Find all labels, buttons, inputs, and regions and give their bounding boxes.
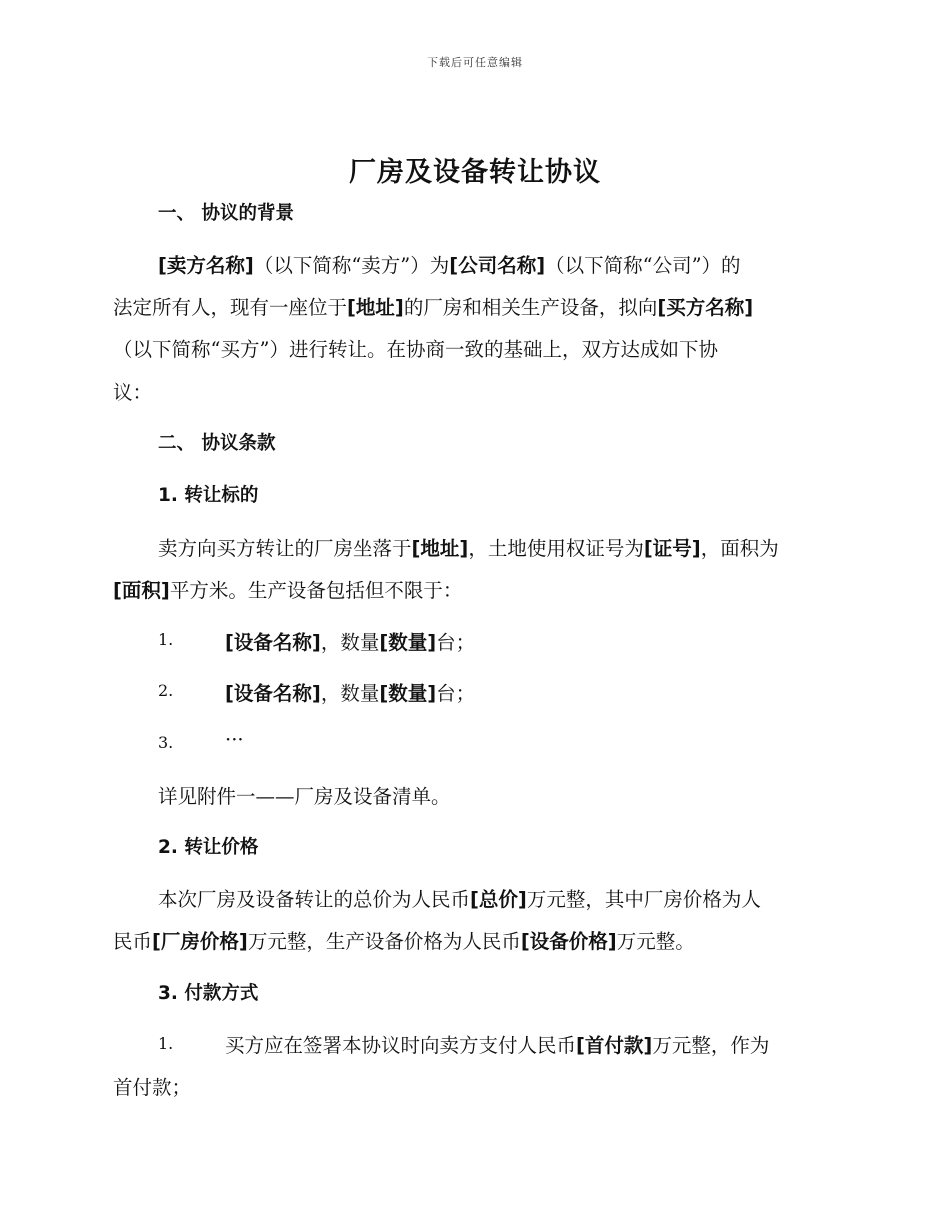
text: 万元整，生产设备价格为人民币 — [247, 930, 521, 953]
placeholder: [面积] — [113, 579, 170, 602]
paragraph-line — [158, 250, 741, 278]
paragraph-line — [158, 533, 779, 561]
placeholder: [地址] — [411, 537, 469, 560]
list-item-number: 1. — [158, 1034, 174, 1053]
paragraph-line — [113, 926, 695, 954]
placeholder: [厂房价格] — [152, 930, 248, 953]
placeholder: [设备名称] — [225, 631, 321, 654]
section1-heading: 一、 协议的背景 — [158, 203, 294, 224]
subsection-heading: 1. 转让标的 — [158, 485, 259, 506]
paragraph-line: （以下简称“买方”）进行转让。在协商一致的基础上，双方达成如下协 — [113, 338, 718, 361]
text: ，数量 — [320, 682, 380, 705]
placeholder: [总价] — [470, 888, 527, 911]
text: 卖方向买方转让的厂房坐落于 — [158, 537, 412, 560]
paragraph-line: 详见附件一——厂房及设备清单。 — [158, 785, 451, 808]
text: （以下简称“公司”）的 — [545, 254, 741, 277]
list-item — [225, 678, 475, 706]
text: 万元整。 — [616, 930, 695, 953]
list-item: ··· — [225, 728, 244, 751]
text: 万元整，作为 — [652, 1034, 770, 1057]
subsection-heading: 3. 付款方式 — [158, 983, 259, 1004]
list-item — [225, 1030, 769, 1058]
paragraph-line — [113, 292, 753, 320]
text: 法定所有人，现有一座位于 — [113, 296, 348, 319]
placeholder: [数量] — [379, 682, 437, 705]
list-item-number: 3. — [158, 733, 174, 752]
text: （以下简称“卖方”）为 — [253, 254, 450, 277]
subsection-heading: 2. 转让价格 — [158, 837, 259, 858]
placeholder: [设备名称] — [225, 682, 321, 705]
list-item-number: 1. — [158, 630, 174, 649]
placeholder: [地址] — [347, 296, 404, 319]
text: 民币 — [113, 930, 153, 953]
placeholder: [公司名称] — [449, 254, 546, 277]
text: 台； — [436, 682, 476, 705]
placeholder: [设备价格] — [520, 930, 617, 953]
text: ，面积为 — [700, 537, 779, 560]
list-item — [225, 627, 475, 655]
text: 平方米。生产设备包括但不限于： — [169, 579, 463, 602]
text: ，数量 — [320, 631, 380, 654]
placeholder: [证号] — [643, 537, 701, 560]
list-item-number: 2. — [158, 681, 174, 700]
header-note: 下载后可任意编辑 — [427, 56, 523, 69]
paragraph-line: 首付款； — [113, 1076, 192, 1099]
document-title: 厂房及设备转让协议 — [349, 157, 601, 188]
text: ，土地使用权证号为 — [468, 537, 644, 560]
placeholder: [买方名称] — [657, 296, 754, 319]
text: 的厂房和相关生产设备，拟向 — [403, 296, 658, 319]
text: 买方应在签署本协议时向卖方支付人民币 — [225, 1034, 577, 1057]
placeholder: [数量] — [379, 631, 437, 654]
paragraph-line — [158, 884, 761, 912]
paragraph-line: 议： — [113, 381, 153, 404]
placeholder: [首付款] — [576, 1034, 653, 1057]
text: 万元整，其中厂房价格为人 — [526, 888, 761, 911]
text: 本次厂房及设备转让的总价为人民币 — [158, 888, 471, 911]
section2-heading: 二、 协议条款 — [158, 433, 276, 454]
text: 台； — [436, 631, 476, 654]
placeholder: [卖方名称] — [158, 254, 254, 277]
paragraph-line — [113, 575, 462, 603]
